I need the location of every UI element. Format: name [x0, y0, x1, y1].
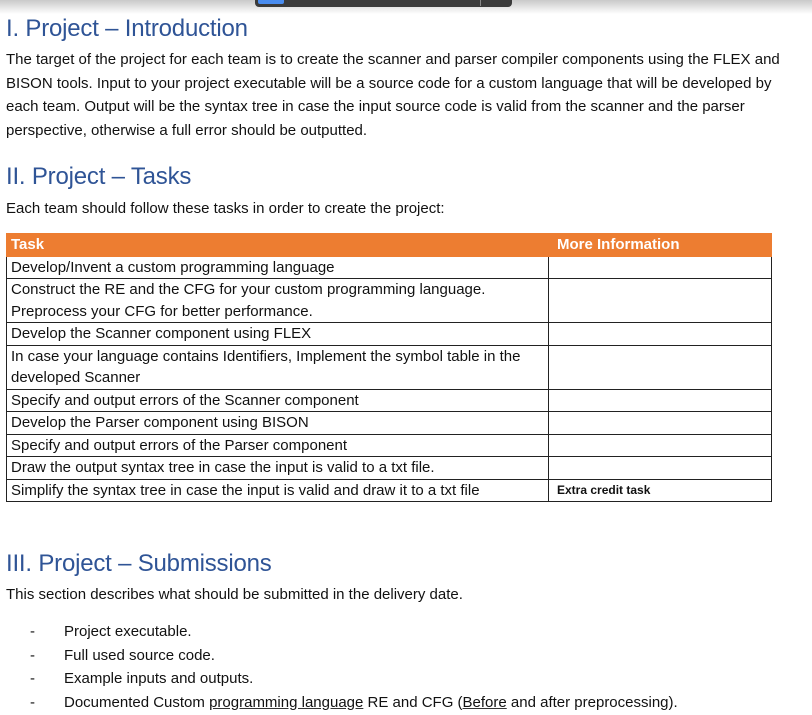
header-more-information: More Information [549, 234, 772, 257]
info-cell [549, 434, 772, 457]
list-item: - Project executable. [30, 620, 678, 644]
info-cell [549, 345, 772, 389]
submissions-list [30, 620, 678, 714]
table-row [7, 323, 772, 346]
task-line: Construct the RE and the CFG for your custom programming language. [11, 281, 486, 298]
toolbar-accent-tab[interactable] [258, 0, 284, 4]
underlined-text: programming language [209, 693, 364, 711]
table-row [7, 389, 772, 412]
list-item: - Example inputs and outputs. [30, 667, 678, 691]
submissions-paragraph: This section describes what should be submitted in the delivery date. [6, 586, 463, 603]
table-row [7, 279, 772, 323]
info-cell [549, 457, 772, 480]
table-row [7, 412, 772, 435]
info-cell [549, 389, 772, 412]
list-item-text: Documented Custom [64, 693, 210, 711]
task-cell: Develop the Scanner component using FLEX [7, 323, 549, 346]
table-row [7, 479, 772, 502]
info-cell: Extra credit task [549, 479, 772, 502]
task-cell: Develop the Parser component using BISON [7, 412, 549, 435]
info-cell [549, 323, 772, 346]
tasks-table-header-row [7, 234, 772, 257]
tasks-heading: II. Project – Tasks [6, 163, 192, 190]
underlined-text: Before [462, 693, 507, 711]
info-cell [549, 279, 772, 323]
list-item [30, 691, 678, 715]
task-cell: Simplify the syntax tree in case the input is valid and draw it to a txt file [7, 479, 549, 502]
list-item-text: and after preprocessing). [506, 693, 678, 711]
header-task: Task [7, 234, 549, 257]
table-row [7, 457, 772, 480]
tasks-table [6, 233, 772, 502]
task-cell: Specify and output errors of the Parser component [7, 434, 549, 457]
task-cell: Draw the output syntax tree in case the input is valid to a txt file. [7, 457, 549, 480]
window-toolbar-strip [255, 0, 512, 7]
info-cell [549, 256, 772, 279]
list-item: - Full used source code. [30, 644, 678, 668]
intro-paragraph: The target of the project for each team is to create the scanner and parser compiler components using the FLEX and BISON tools. Input to your project executable will be a source code for a custom language that will be developed by each team. Output will be the syntax tree in case the input source code is valid from the scanner and the parser perspective, otherwise a full error should be outputted. [6, 51, 780, 139]
table-row [7, 256, 772, 279]
info-cell [549, 412, 772, 435]
table-row [7, 345, 772, 389]
submissions-heading: III. Project – Submissions [6, 550, 272, 577]
table-row [7, 434, 772, 457]
toolbar-separator [480, 0, 481, 6]
task-cell [7, 279, 549, 323]
task-cell: In case your language contains Identifiers, Implement the symbol table in the developed Scanner [7, 345, 549, 389]
task-cell: Specify and output errors of the Scanner component [7, 389, 549, 412]
tasks-paragraph: Each team should follow these tasks in order to create the project: [6, 200, 445, 217]
task-cell: Develop/Invent a custom programming language [7, 256, 549, 279]
task-line: Preprocess your CFG for better performance. [11, 302, 313, 320]
list-item-text: RE and CFG ( [363, 693, 463, 711]
intro-heading: I. Project – Introduction [6, 15, 248, 42]
